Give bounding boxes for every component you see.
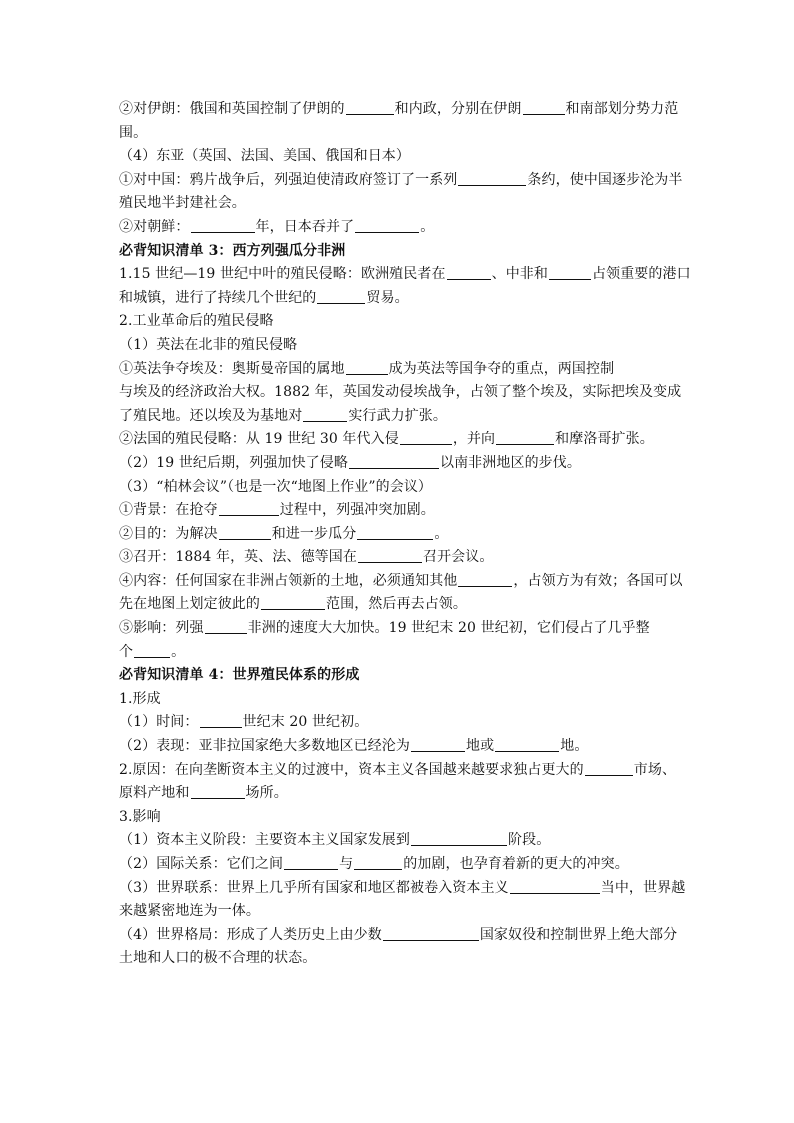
text-line: （4）东亚（英国、法国、美国、俄国和日本）	[119, 148, 411, 165]
text-line: （3）世界联系：世界上几乎所有国家和地区都被卷入资本主义 当中，世界越	[119, 879, 686, 896]
fill-blank[interactable]	[134, 642, 170, 658]
fill-blank[interactable]	[523, 99, 565, 115]
fill-blank[interactable]	[349, 453, 439, 469]
fill-blank[interactable]	[411, 830, 507, 846]
text-line: （2）19 世纪后期，列强加快了侵略 以南非洲地区的步伐。	[119, 454, 581, 471]
text-line: ②对伊朗：俄国和英国控制了伊朗的 和内政，分别在伊朗 和南部划分势力范	[119, 101, 679, 117]
text-line: （1）时间： 世纪末 20 世纪初。	[119, 714, 369, 731]
text-line: 1.15 世纪—19 世纪中叶的殖民侵略：欧洲殖民者在 、中非和 占领重要的港口	[119, 266, 691, 283]
fill-blank[interactable]	[383, 925, 479, 941]
text-line: 原料产地和 场所。	[119, 785, 288, 802]
text-line: ①英法争夺埃及：奥斯曼帝国的属地 成为英法等国争夺的重点，两国控制	[119, 360, 615, 377]
fill-blank[interactable]	[205, 618, 247, 634]
text-line: （4）世界格局：形成了人类历史上由少数 国家奴役和控制世界上绝大部分	[119, 926, 678, 943]
fill-blank[interactable]	[346, 359, 388, 375]
fill-blank[interactable]	[400, 429, 452, 445]
fill-blank[interactable]	[284, 854, 338, 870]
text-line: 个 。	[119, 643, 186, 660]
fill-blank[interactable]	[495, 736, 559, 752]
text-line: 2.工业革命后的殖民侵略	[119, 313, 274, 330]
section-heading: 必背知识清单 3：西方列强瓜分非洲	[119, 242, 346, 259]
fill-blank[interactable]	[358, 547, 422, 563]
fill-blank[interactable]	[346, 99, 394, 115]
text-line: 来越紧密地连为一体。	[119, 903, 260, 920]
fill-blank[interactable]	[496, 429, 554, 445]
fill-blank[interactable]	[191, 783, 245, 799]
fill-blank[interactable]	[354, 854, 402, 870]
text-line: （1）资本主义阶段：主要资本主义国家发展到 阶段。	[119, 832, 551, 849]
fill-blank[interactable]	[447, 264, 491, 280]
text-line: 与埃及的经济政治大权。1882 年，英国发动侵埃战争，占领了整个埃及，实际把埃及变成	[119, 384, 682, 401]
fill-blank[interactable]	[219, 500, 279, 516]
text-line: ③召开：1884 年，英、法、德等国在 召开会议。	[119, 549, 494, 566]
text-line: 围。	[119, 124, 148, 141]
fill-blank[interactable]	[357, 524, 433, 540]
text-line: 先在地图上划定彼此的 范围，然后再去占领。	[119, 596, 467, 613]
fill-blank[interactable]	[303, 406, 347, 422]
text-line: ①背景：在抢夺 过程中，列强冲突加剧。	[119, 502, 435, 519]
fill-blank[interactable]	[317, 288, 365, 304]
text-line: 土地和人口的极不合理的状态。	[119, 950, 317, 967]
fill-blank[interactable]	[200, 712, 242, 728]
text-line: （2）国际关系：它们之间 与 的加剧，也孕育着新的更大的冲突。	[119, 856, 629, 872]
text-line: （2）表现：亚非拉国家绝大多数地区已经沦为 地或 地。	[119, 738, 589, 755]
text-line: 2.原因：在向垄断资本主义的过渡中，资本主义各国越来越要求独占更大的 市场、	[119, 761, 677, 778]
fill-blank[interactable]	[355, 217, 419, 233]
fill-blank[interactable]	[219, 524, 271, 540]
text-line: ④内容：任何国家在非洲占领新的土地，必须通知其他 ，占领方为有效；各国可以	[119, 572, 683, 589]
text-line: 和城镇，进行了持续几个世纪的 贸易。	[119, 289, 409, 306]
text-line: ①对中国：鸦片战争后，列强迫使清政府签订了一系列 条约，使中国逐步沦为半	[119, 171, 683, 188]
fill-blank[interactable]	[191, 217, 255, 233]
fill-blank[interactable]	[458, 170, 526, 186]
fill-blank[interactable]	[510, 878, 600, 894]
text-line: （1）英法在北非的殖民侵略	[119, 336, 298, 353]
fill-blank[interactable]	[261, 594, 325, 610]
text-line: 了殖民地。还以埃及为基地对 实行武力扩张。	[119, 407, 448, 424]
fill-blank[interactable]	[411, 736, 465, 752]
section-heading: 必背知识清单 4：世界殖民体系的形成	[119, 667, 360, 684]
text-line: ⑤影响：列强 非洲的速度大大加快。19 世纪末 20 世纪初，它们侵占了几乎整	[119, 620, 650, 637]
worksheet-page	[119, 98, 691, 971]
text-line: 1.形成	[119, 690, 161, 707]
text-line: （3）“柏林会议”（也是一次“地图上作业”的会议）	[119, 478, 433, 495]
text-line: ②对朝鲜： 年，日本吞并了 。	[119, 218, 435, 235]
text-line: ②法国的殖民侵略：从 19 世纪 30 年代入侵 ，并向 和摩洛哥扩张。	[119, 431, 654, 448]
text-line: 3.影响	[119, 808, 161, 825]
fill-blank[interactable]	[549, 264, 591, 280]
text-line: ②目的：为解决 和进一步瓜分 。	[119, 525, 449, 542]
fill-blank[interactable]	[458, 571, 512, 587]
fill-blank[interactable]	[585, 760, 633, 776]
text-line: 殖民地半封建社会。	[119, 195, 246, 212]
